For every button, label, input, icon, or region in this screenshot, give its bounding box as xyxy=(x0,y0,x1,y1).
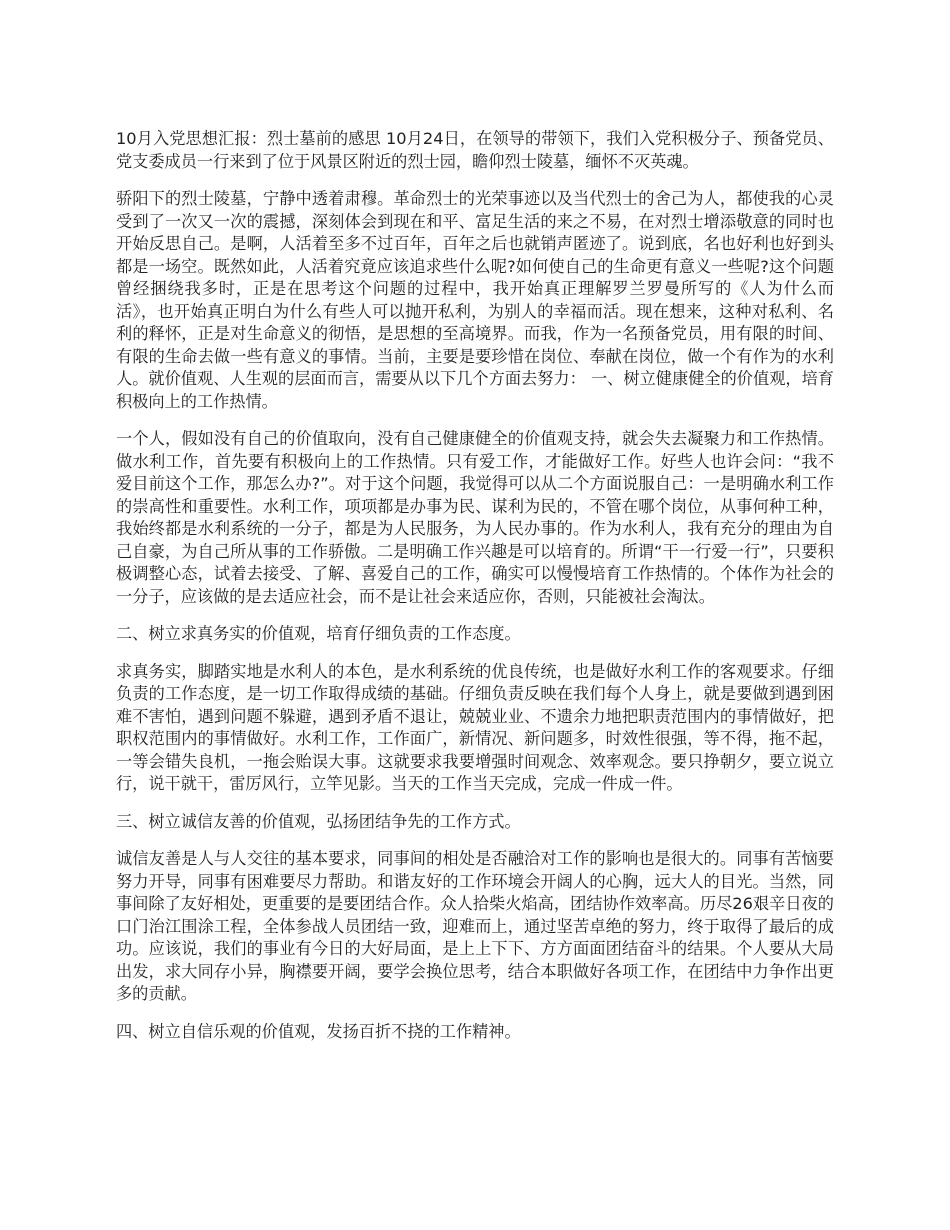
paragraph-responsible-attitude: 求真务实，脚踏实地是水利人的本色，是水利系统的优良传统，也是做好水利工作的客观要求。仔细负责的工作态度，是一切工作取得成绩的基础。仔细负责反映在我们每个人身上，就是要做到遇到困难不害怕，遇到问题不躲避，遇到矛盾不退让，兢兢业业、不遗余力地把职责范围内的事情做好，把职权范围内的事情做好。水利工作，工作面广，新情况、新问题多，时效性很强，等不得，拖不起，一等会错失良机，一拖会贻误大事。这就要求我要增强时间观念、效率观念。要只挣朝夕，要立说立行，说干就干，雷厉风行，立竿见影。当天的工作当天完成，完成一件成一件。 xyxy=(116,661,834,793)
paragraph-reflection: 骄阳下的烈士陵墓，宁静中透着肃穆。革命烈士的光荣事迹以及当代烈士的舍己为人，都使我的心灵受到了一次又一次的震撼，深刻体会到现在和平、富足生活的来之不易，在对烈士增添敬意的同时也开始反思自己。是啊，人活着至多不过百年，百年之后也就销声匿迹了。说到底，名也好利也好到头都是一场空。既然如此，人活着究竟应该追求些什么呢?如何使自己的生命更有意义一些呢?这个问题曾经捆绕我多时，正是在思考这个问题的过程中，我开始真正理解罗兰罗曼所写的《人为什么而活》，也开始真正明白为什么有些人可以抛开私利，为别人的幸福而活。现在想来，这种对私利、名利的释怀，正是对生命意义的彻悟，是思想的至高境界。而我，作为一名预备党员，用有限的时间、有限的生命去做一些有意义的事情。当前，主要是要珍惜在岗位、奉献在岗位，做一个有作为的水利人。就价值观、人生观的层面而言，需要从以下几个方面去努力： 一、树立健康健全的价值观，培育积极向上的工作热情。 xyxy=(116,189,834,411)
section-heading-4: 四、树立自信乐观的价值观，发扬百折不挠的工作精神。 xyxy=(116,1021,521,1041)
paragraph-teamwork: 诚信友善是人与人交往的基本要求，同事间的相处是否融洽对工作的影响也是很大的。同事有苦恼要努力开导，同事有困难要尽力帮助。和谐友好的工作环境会开阔人的心胸，远大人的目光。当然，同事间除了友好相处，更重要的是要团结合作。众人拾柴火焰高，团结协作效率高。历尽26艰辛日夜的口门治江围涂工程，全体参战人员团结一致，迎难而上，通过坚苦卓绝的努力，终于取得了最后的成功。应该说，我们的事业有今日的大好局面，是上上下下、方方面面团结奋斗的结果。个人要从大局出发，求大同存小异，胸襟要开阔，要学会换位思考，结合本职做好各项工作，在团结中力争作出更多的贡献。 xyxy=(116,849,834,1003)
section-heading-3: 三、树立诚信友善的价值观，弘扬团结争先的工作方式。 xyxy=(116,811,521,831)
document-page xyxy=(116,128,834,1058)
section-heading-2: 二、树立求真务实的价值观，培育仔细负责的工作态度。 xyxy=(116,624,521,643)
paragraph-intro: 10月入党思想汇报：烈士墓前的感思 10月24日，在领导的带领下，我们入党积极分子、预备党员、党支委成员一行来到了位于风景区附近的烈士园，瞻仰烈士陵墓，缅怀不灭英魂。 xyxy=(116,129,834,171)
paragraph-work-passion: 一个人，假如没有自己的价值取向，没有自己健康健全的价值观支持，就会失去凝聚力和工作热情。做水利工作，首先要有积极向上的工作热情。只有爱工作，才能做好工作。好些人也许会问：“我不爱目前这个工作，那怎么办?”。对于这个问题，我觉得可以从二个方面说服自己：一是明确水利工作的崇高性和重要性。水利工作，项项都是办事为民、谋利为民的，不管在哪个岗位，从事何种工种，我始终都是水利系统的一分子，都是为人民服务，为人民办事的。作为水利人，我有充分的理由为自己自豪，为自己所从事的工作骄傲。二是明确工作兴趣是可以培育的。所谓“干一行爱一行”，只要积极调整心态，试着去接受、了解、喜爱自己的工作，确实可以慢慢培育工作热情的。个体作为社会的一分子，应该做的是去适应社会，而不是让社会来适应你，否则，只能被社会淘汰。 xyxy=(116,429,834,606)
